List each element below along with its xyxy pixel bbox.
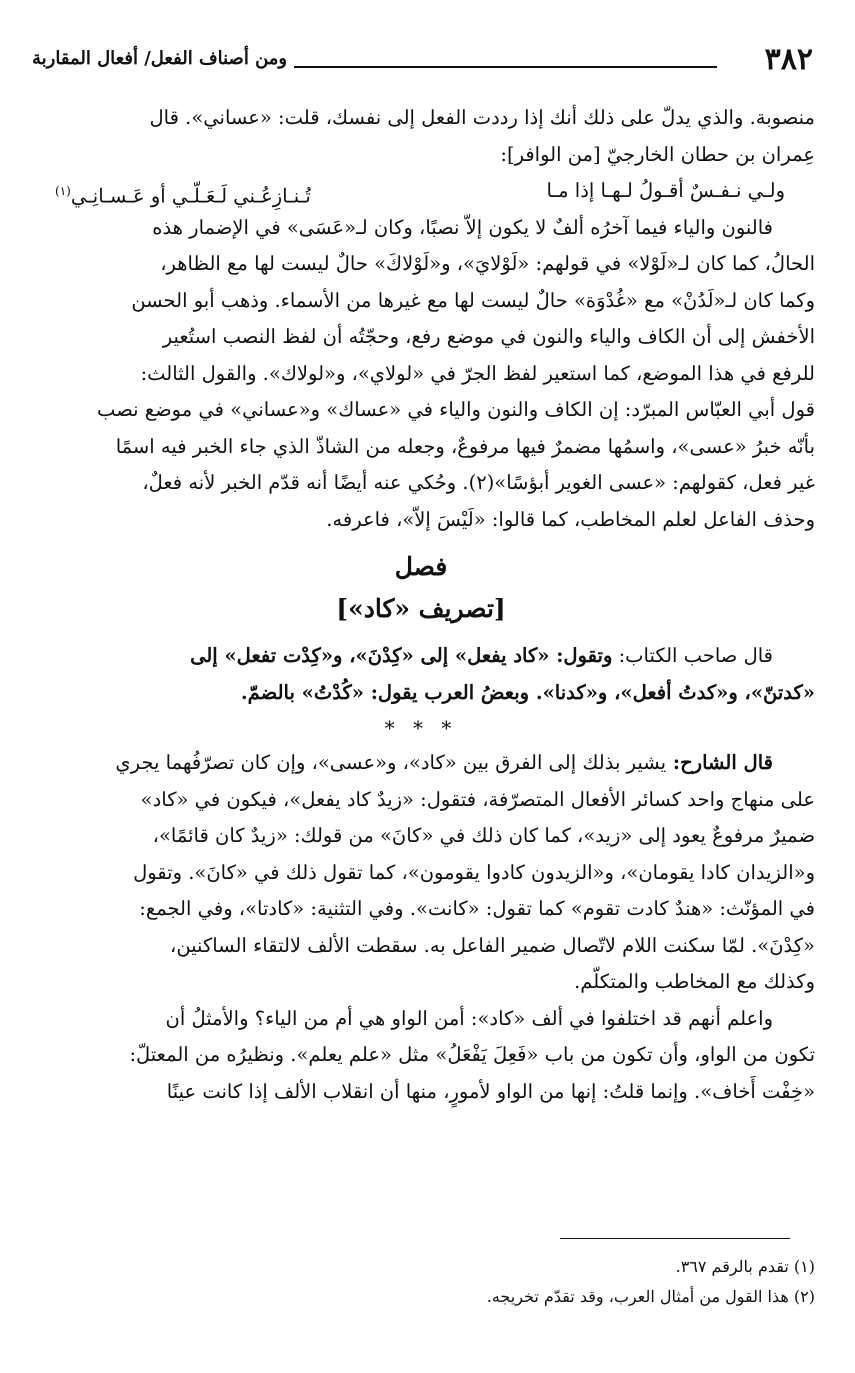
text-line: تكون من الواو، وأن تكون من باب «فَعِلَ يَفْعَلُ» مثل «علم يعلم». ونظيرُه من المعتلّ: — [129, 1043, 815, 1066]
text-line: وكما كان لـ«لَدُنْ» مع «غُدْوَة» حالٌ ليست لها مع غيرها من الأسماء. وذهب أبو الحسن — [131, 288, 815, 312]
commentary-lead: قال الشارح: — [666, 751, 773, 774]
section-heading: فصل — [394, 552, 448, 581]
text-line: الأخفش إلى أن الكاف والياء والنون في موضع رفع، وحجّتُه أن لفظ النصب استُعير — [162, 325, 815, 348]
verse-hemistich-right: ولـي نـفـسٌ أقـولُ لـهـا إذا مـا — [546, 179, 785, 202]
text-line: وكذلك مع المخاطب والمتكلّم. — [574, 970, 815, 993]
page-number: ٣٨٢ — [764, 42, 813, 77]
text-line: في المؤنّث: «هندٌ كادت تقوم» كما تقول: «كانت». وفي التثنية: «كادتا»، وفي الجمع: — [139, 897, 815, 920]
separator-stars: * * * — [384, 716, 458, 740]
running-title: ومن أصناف الفعل/ أفعال المقاربة — [32, 48, 288, 69]
quote-text: وتقول: «كاد يفعل» إلى «كِدْنَ»، و«كِدْت تفعل» إلى — [190, 644, 613, 667]
commentary-line — [27, 745, 815, 782]
text-line: بأنّه خبرُ «عسى»، واسمُها مضمرٌ فيها مرفوعٌ، وجعله من الشاذّ الذي جاء الخبر فيه اسمًا — [115, 434, 815, 458]
footnote-rule — [560, 1238, 790, 1239]
text-line: وحذف الفاعل لعلم المخاطب، كما قالوا: «لَيْسَ إلاّ»، فاعرفه. — [326, 507, 815, 531]
text-line: قول أبي العبّاس المبرّد: إن الكاف والنون والياء في «عساك» و«عساني» في موضع نصب — [97, 398, 815, 421]
main-text — [27, 100, 815, 1110]
text-line: الحالُ، كما كان لـ«لَوْلا» في قولهم: «لَوْلايَ»، و«لَوْلاكَ» حالٌ ليست لها مع الظاهر، — [160, 252, 815, 275]
commentary-text: يشير بذلك إلى الفرق بين «كاد»، و«عسى»، وإن كان تصرّفُهما يجري — [115, 751, 667, 774]
quote-line: «كدتنّ»، و«كدتُ أفعل»، و«كدنا». وبعضُ العرب يقول: «كُدْتُ» بالضمّ. — [240, 680, 815, 704]
header-rule — [294, 66, 717, 68]
quote-lead: قال صاحب الكتاب: — [612, 644, 773, 667]
section-subheading: [تصريف «كاد»] — [336, 594, 506, 623]
text-line: «خِفْت أَخاف». وإنما قلتُ: إنها من الواو لأمورٍ، منها أن انقلاب الألف إذا كانت عينًا — [166, 1079, 815, 1103]
text-line: «كِدْنَ». لمّا سكنت اللام لاتّصال ضمير الفاعل به. سقطت الألف لالتقاء الساكنين، — [170, 933, 815, 957]
page-header — [32, 40, 827, 80]
text-line: للرفع في هذا الموضع، كما استعير لفظ الجرّ في «لولاي»، و«لولاك». والقول الثالث: — [140, 361, 815, 385]
footnote-mark: (١) — [55, 184, 71, 198]
text-line: و«الزيدان كادا يقومان»، و«الزيدون كادوا يقومون»، كما تقول ذلك في «كانَ». وتقول — [133, 860, 815, 884]
text-line: ضميرٌ مرفوعٌ يعود إلى «زيد»، كما كان ذلك في «كانَ» من قولك: «زيدٌ كان قائمًا»، — [152, 824, 815, 847]
footnote: (١) تقدم بالرقم ٣٦٧. — [675, 1257, 815, 1276]
text-line: واعلم أنهم قد اختلفوا في ألف «كاد»: أمن الواو هي أم من الياء؟ والأمثلُ أن — [165, 1006, 773, 1030]
text-line: غير فعل، كقولهم: «عسى الغوير أبؤسًا»(٢). وحُكي عنه أيضًا أنه قدّم الخبر لأنه فعلٌ، — [142, 471, 815, 494]
verse-line — [27, 173, 815, 210]
verse-hemistich-left: تُـنـازِعُـني لَـعَـلّـي أو عَـسـانِـي$^{(١)}$ — [55, 184, 311, 208]
text-line: فالنون والياء فيما آخرُه ألفٌ لا يكون إلاّ نصبًا، وكان لـ«عَسَى» في الإضمار هذه — [152, 215, 773, 239]
text-line: على منهاج واحد كسائر الأفعال المتصرّفة، فتقول: «زيدٌ كاد يفعل»، فيكون في «كاد» — [140, 787, 815, 811]
text-line: منصوبة. والذي يدلّ على ذلك أنك إذا رددت الفعل إلى نفسك، قلت: «عساني». قال — [149, 106, 815, 129]
footnotes — [55, 1252, 815, 1312]
text-line: عِمران بن حطان الخارجيّ [من الوافر]: — [500, 142, 815, 166]
footnote: (٢) هذا القول من أمثال العرب، وقد تقدّم تخريجه. — [486, 1287, 815, 1306]
quote-line — [27, 638, 815, 675]
